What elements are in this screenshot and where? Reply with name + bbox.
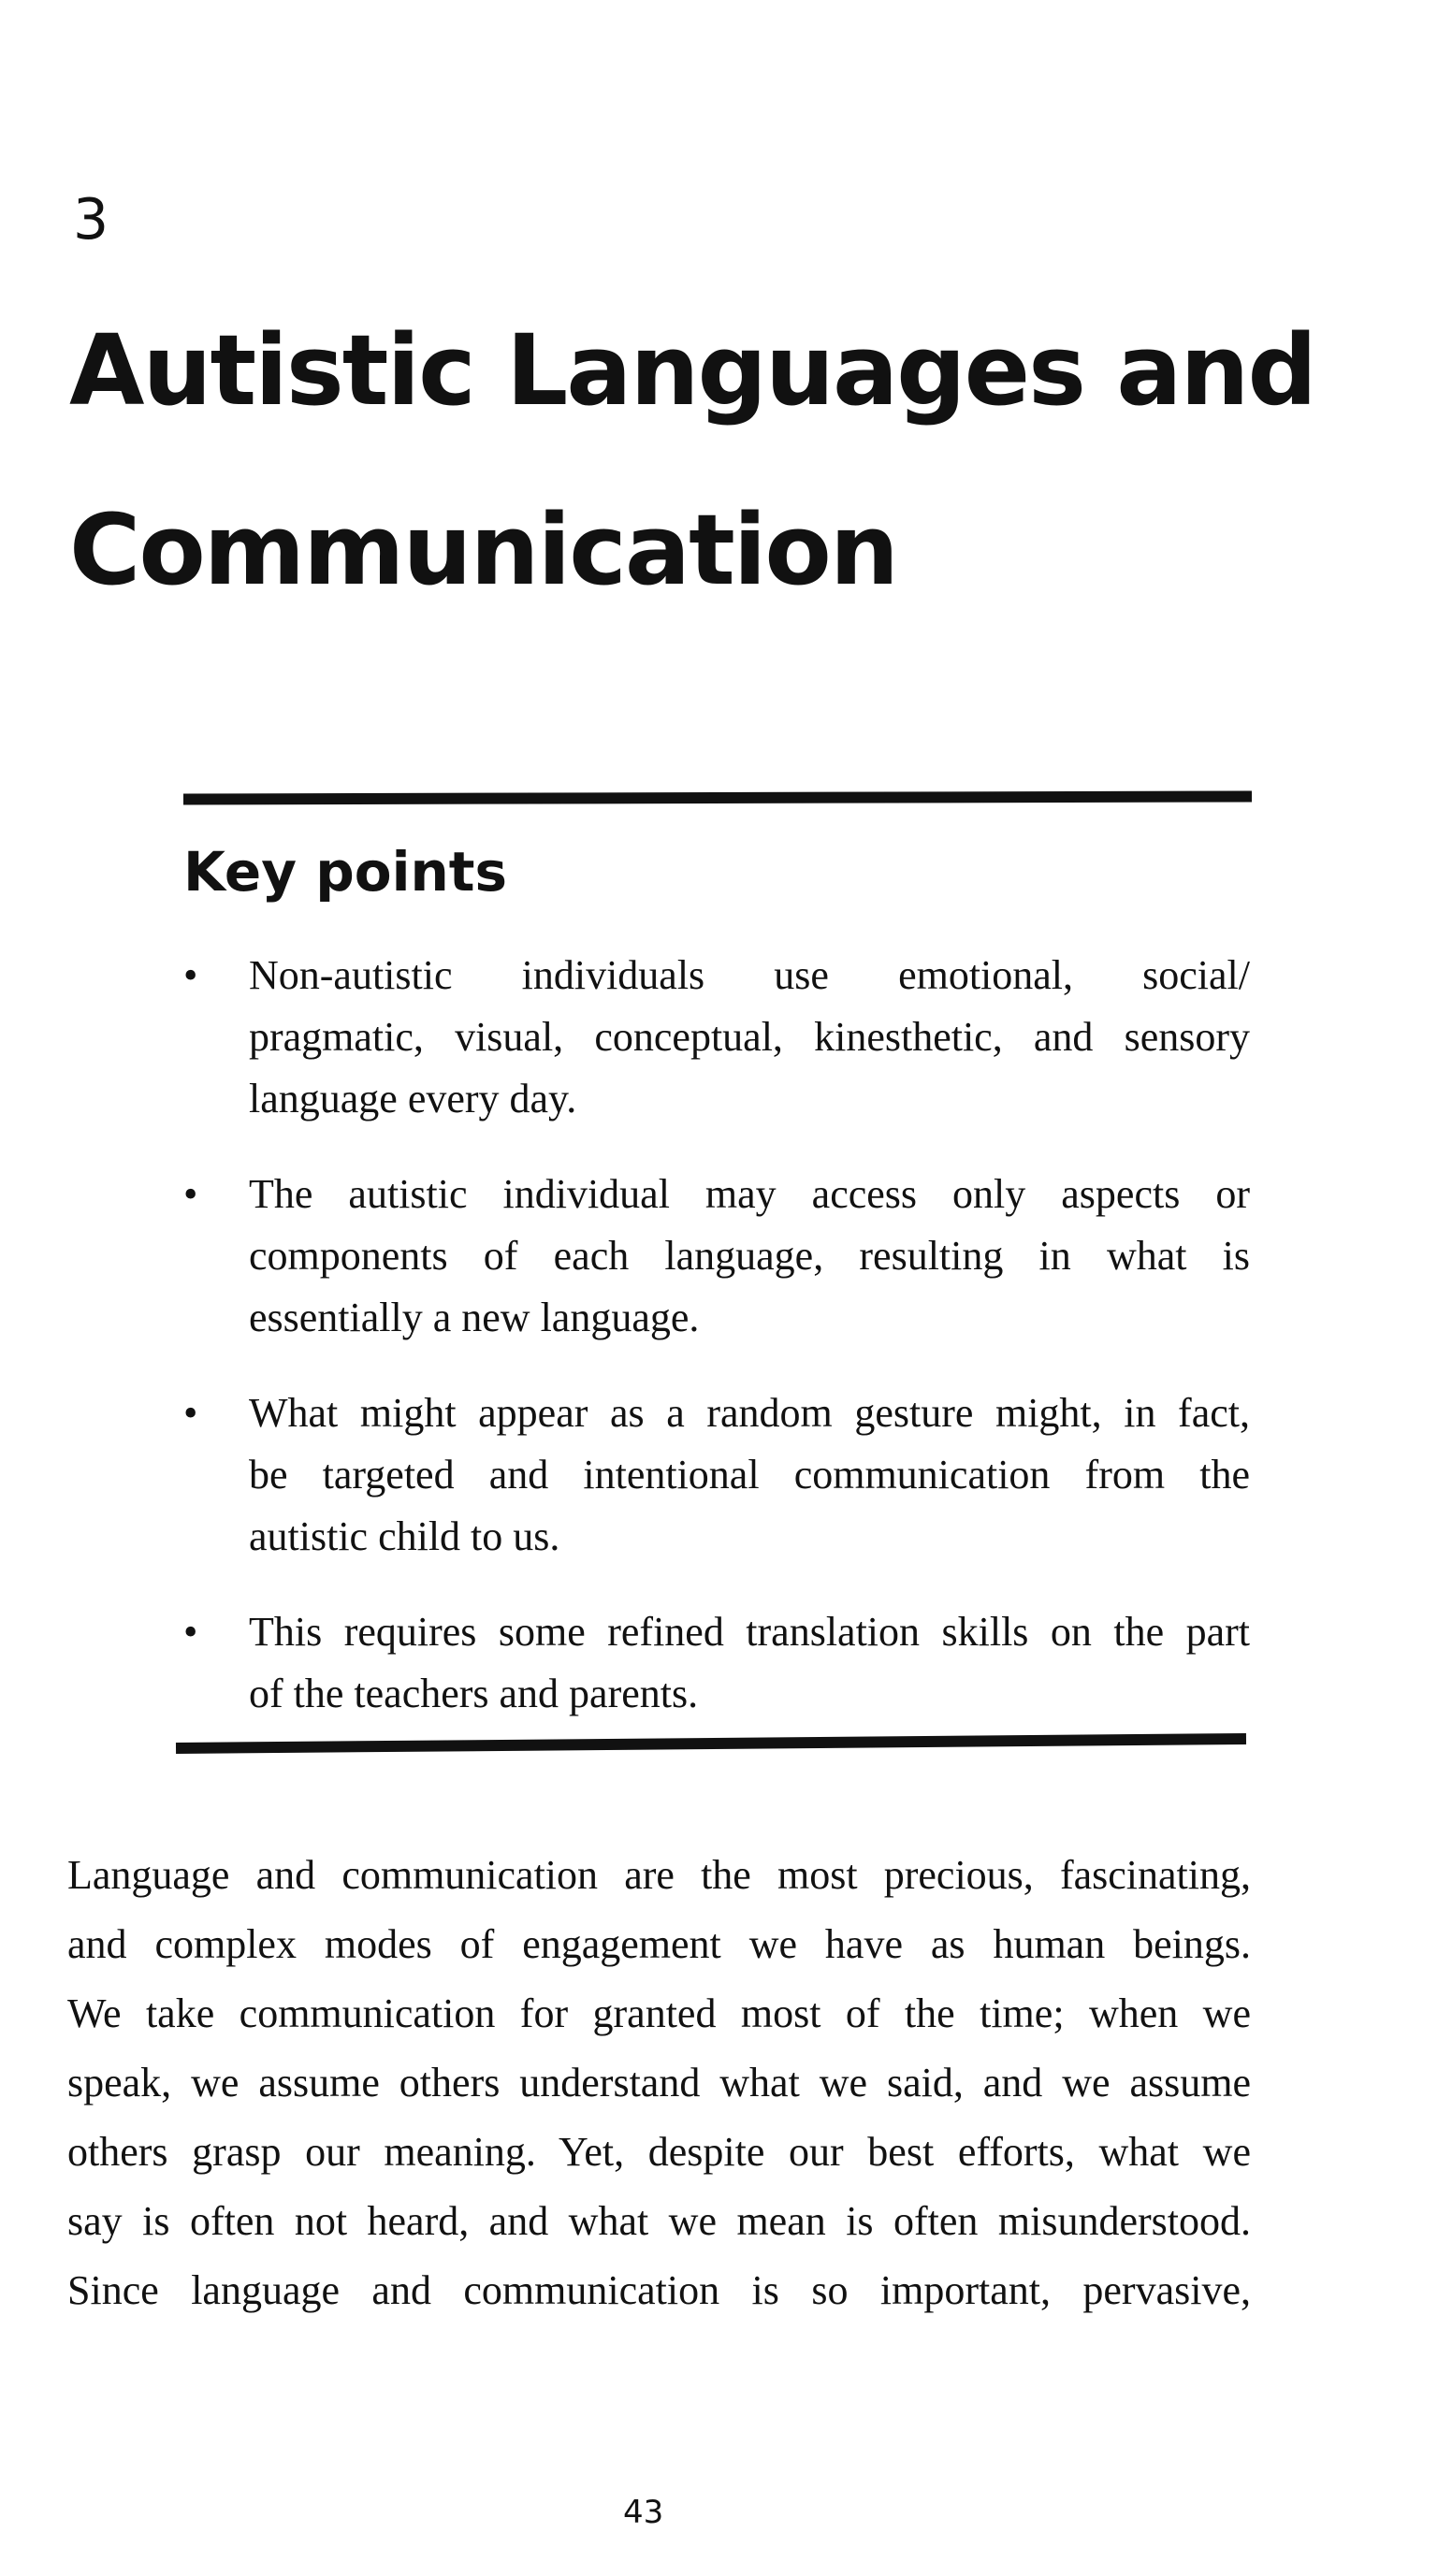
body-line: Since language and communication is so important, pervasive,: [67, 2267, 1251, 2313]
chapter-title: [69, 281, 1315, 640]
key-point-line: components of each language, resulting in what is: [249, 1233, 1250, 1279]
bullet-icon: •: [183, 1390, 198, 1436]
key-points-top-rule: [183, 791, 1252, 805]
key-point-line: Non-autistic individuals use emotional, social/: [249, 952, 1250, 998]
bullet-icon: •: [183, 1609, 198, 1655]
body-line: speak, we assume others understand what we said, and we assume: [67, 2060, 1251, 2106]
key-points-list: [183, 945, 1250, 1758]
key-point-line: What might appear as a random gesture might, in fact,: [249, 1390, 1250, 1436]
key-point-line: autistic child to us.: [249, 1513, 560, 1559]
bullet-icon: •: [183, 952, 198, 998]
key-points-heading: Key points: [183, 840, 508, 904]
body-line: Language and communication are the most precious, fascinating,: [67, 1852, 1251, 1898]
key-point-line: of the teachers and parents.: [249, 1671, 699, 1716]
chapter-title-line: Communication: [69, 493, 897, 607]
key-point-item: [183, 1382, 1250, 1568]
key-point-item: [183, 1164, 1250, 1349]
page-number: 43: [623, 2494, 664, 2531]
chapter-number: 3: [73, 187, 109, 253]
key-point-line: language every day.: [249, 1076, 577, 1122]
chapter-title-line: Autistic Languages and: [69, 313, 1315, 427]
body-line: others grasp our meaning. Yet, despite our best efforts, what we: [67, 2129, 1251, 2175]
key-point-line: This requires some refined translation skills on the part: [249, 1609, 1250, 1655]
body-line: say is often not heard, and what we mean is often misunderstood.: [67, 2198, 1251, 2244]
key-point-item: [183, 945, 1250, 1130]
key-point-item: [183, 1601, 1250, 1725]
body-paragraph: [67, 1841, 1251, 2325]
key-point-line: The autistic individual may access only aspects or: [249, 1171, 1250, 1217]
key-point-line: essentially a new language.: [249, 1295, 700, 1340]
body-line: and complex modes of engagement we have as human beings.: [67, 1921, 1251, 1967]
key-point-line: pragmatic, visual, conceptual, kinesthetic, and sensory: [249, 1014, 1250, 1060]
bullet-icon: •: [183, 1171, 198, 1217]
key-point-line: be targeted and intentional communication from the: [249, 1452, 1250, 1498]
body-line: We take communication for granted most of the time; when we: [67, 1990, 1251, 2036]
